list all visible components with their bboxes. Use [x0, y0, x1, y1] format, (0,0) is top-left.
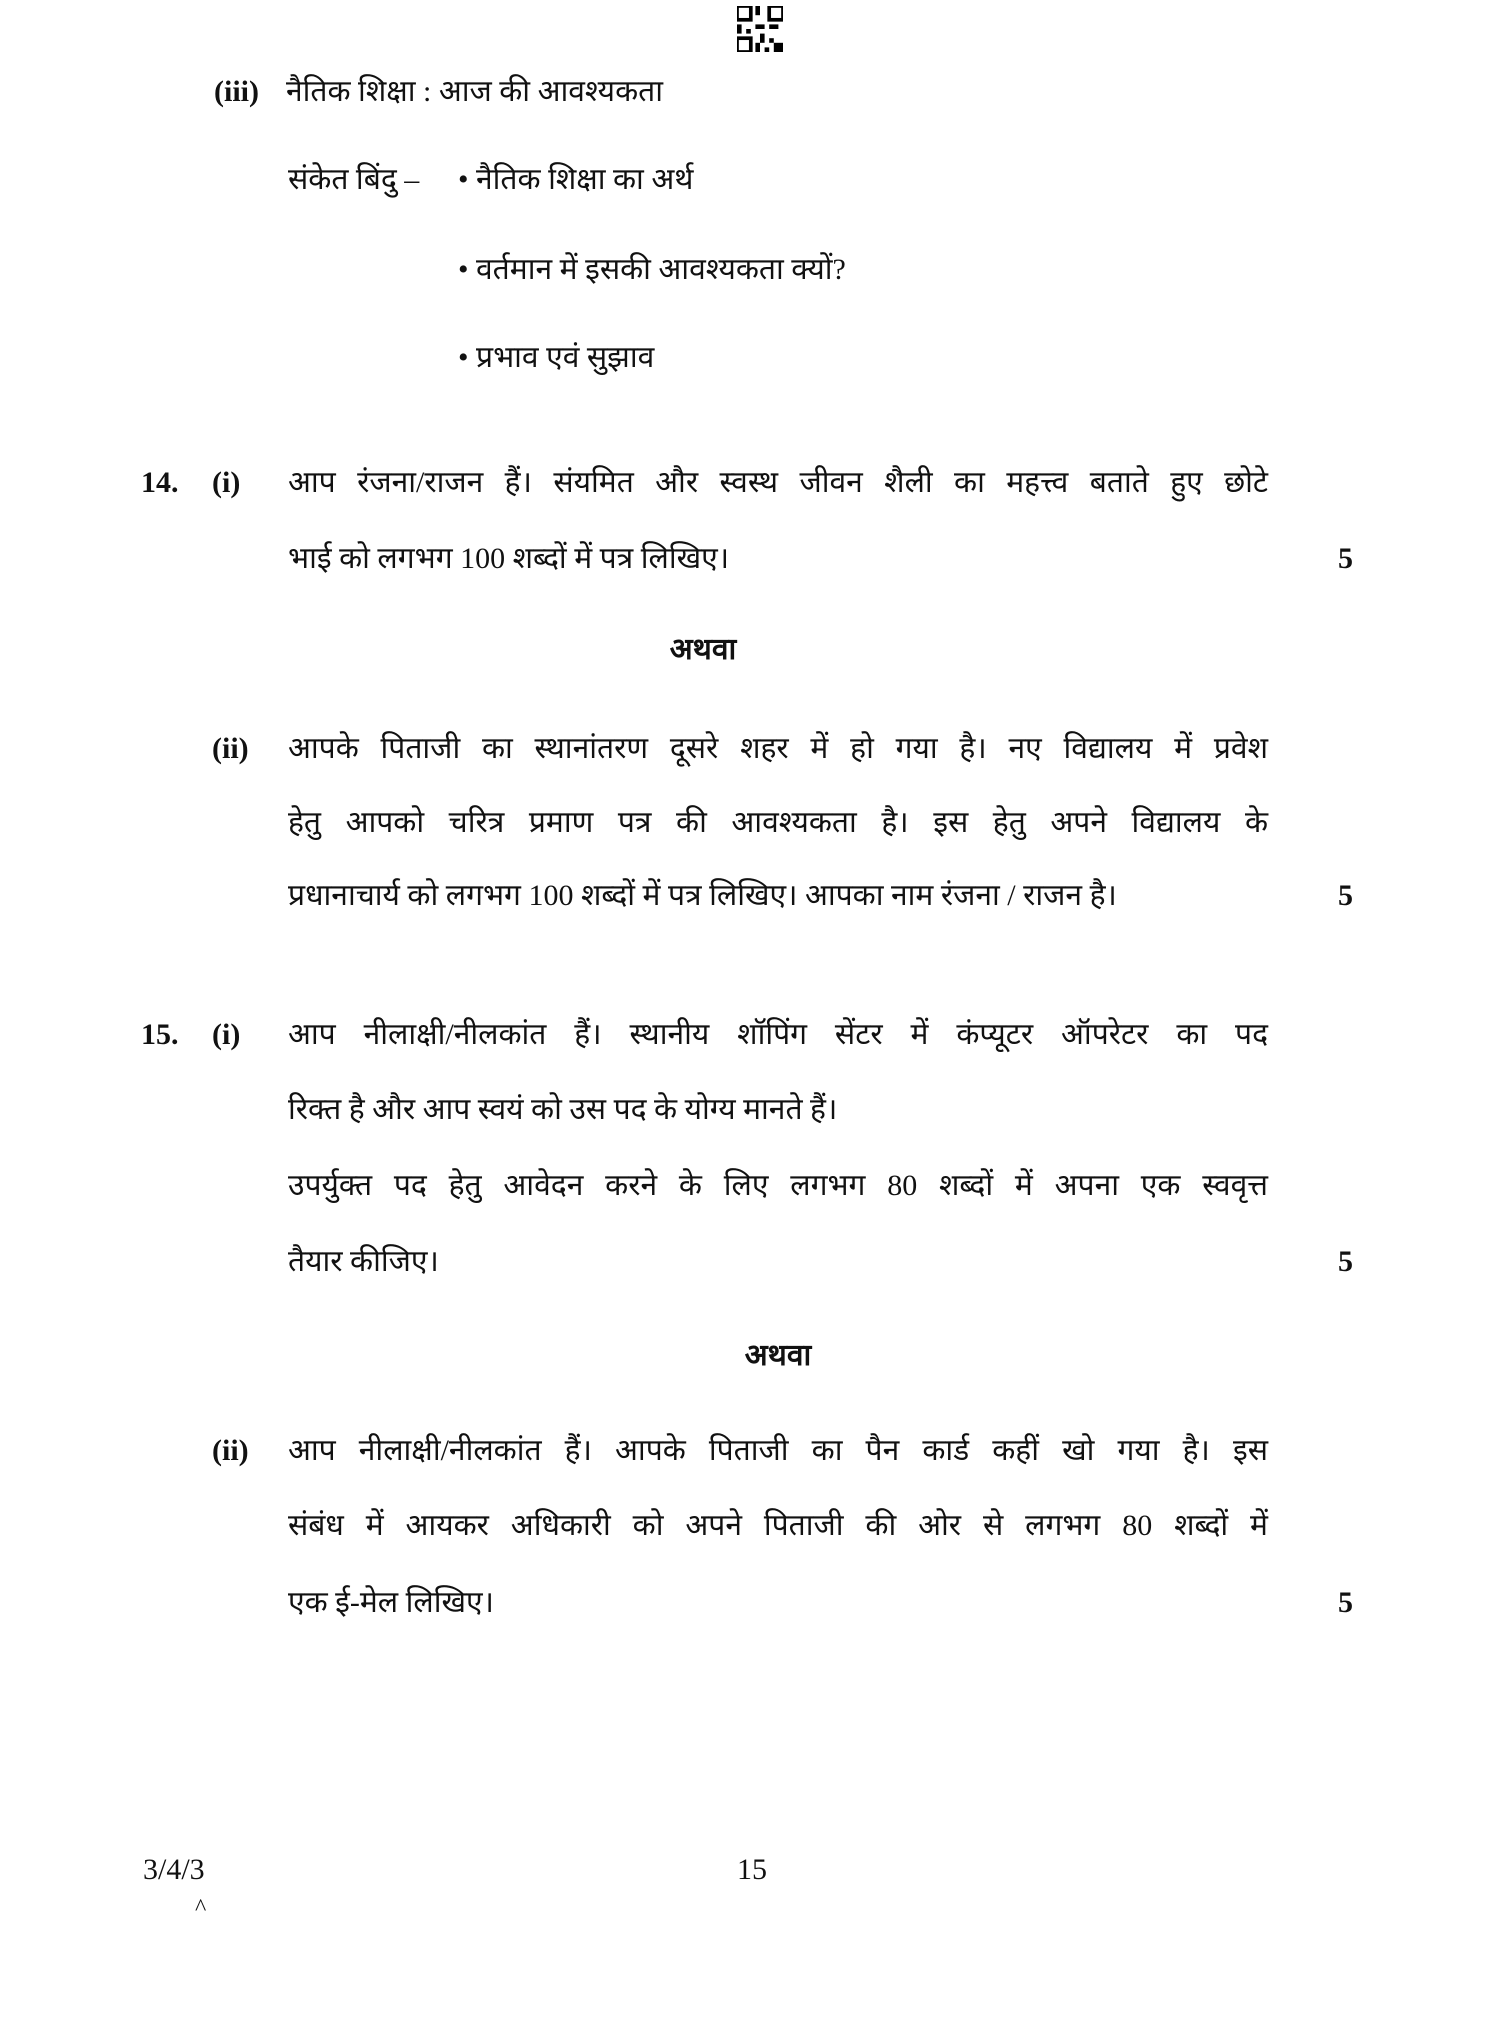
- marks: 5: [1338, 1586, 1353, 1619]
- marks: 5: [1338, 1245, 1353, 1278]
- hint-point: • नैतिक शिक्षा का अर्थ: [458, 163, 694, 196]
- marks: 5: [1338, 879, 1353, 912]
- sub-question-label: (ii): [212, 732, 249, 765]
- caret-mark: ^: [195, 1895, 207, 1921]
- question-text-line: आपके पिताजी का स्थानांतरण दूसरे शहर में हो गया है। नए विद्यालय में प्रवेश: [288, 732, 1268, 765]
- sub-question-label: (ii): [212, 1434, 249, 1467]
- hint-label: संकेत बिंदु –: [288, 163, 420, 196]
- marks: 5: [1338, 542, 1353, 575]
- question-number: 15.: [141, 1018, 179, 1051]
- question-text-line: आप नीलाक्षी/नीलकांत हैं। स्थानीय शॉपिंग सेंटर में कंप्यूटर ऑपरेटर का पद: [288, 1018, 1268, 1051]
- sub-question-label: (i): [212, 466, 241, 499]
- question-text-line: आप नीलाक्षी/नीलकांत हैं। आपके पिताजी का पैन कार्ड कहीं खो गया है। इस: [288, 1434, 1268, 1467]
- question-text-line: एक ई-मेल लिखिए।: [288, 1586, 495, 1619]
- hint-point: • प्रभाव एवं सुझाव: [458, 341, 655, 374]
- question-text-line: प्रधानाचार्य को लगभग 100 शब्दों में पत्र लिखिए। आपका नाम रंजना / राजन है।: [288, 879, 1117, 912]
- question-text-line: तैयार कीजिए।: [288, 1245, 439, 1278]
- q13-iii-label: (iii): [214, 75, 259, 108]
- question-text-line: संबंध में आयकर अधिकारी को अपने पिताजी की ओर से लगभग 80 शब्दों में: [288, 1509, 1268, 1542]
- q13-iii-title: नैतिक शिक्षा : आज की आवश्यकता: [286, 75, 663, 108]
- question-number: 14.: [141, 466, 179, 499]
- question-text-line: भाई को लगभग 100 शब्दों में पत्र लिखिए।: [288, 542, 730, 575]
- hint-point: • वर्तमान में इसकी आवश्यकता क्यों?: [458, 253, 846, 286]
- question-text-line: आप रंजना/राजन हैं। संयमित और स्वस्थ जीवन शैली का महत्त्व बताते हुए छोटे: [288, 466, 1268, 499]
- paper-code: 3/4/3: [143, 1853, 205, 1886]
- question-text-line: हेतु आपको चरित्र प्रमाण पत्र की आवश्यकता है। इस हेतु अपने विद्यालय के: [288, 806, 1268, 839]
- or-divider: अथवा: [669, 633, 737, 666]
- qr-code-icon: [737, 6, 783, 52]
- sub-question-label: (i): [212, 1018, 241, 1051]
- or-divider: अथवा: [744, 1339, 812, 1372]
- question-text-line: उपर्युक्त पद हेतु आवेदन करने के लिए लगभग 80 शब्दों में अपना एक स्ववृत्त: [288, 1169, 1268, 1202]
- question-text-line: रिक्त है और आप स्वयं को उस पद के योग्य मानते हैं।: [288, 1093, 838, 1126]
- page-number: 15: [737, 1853, 767, 1886]
